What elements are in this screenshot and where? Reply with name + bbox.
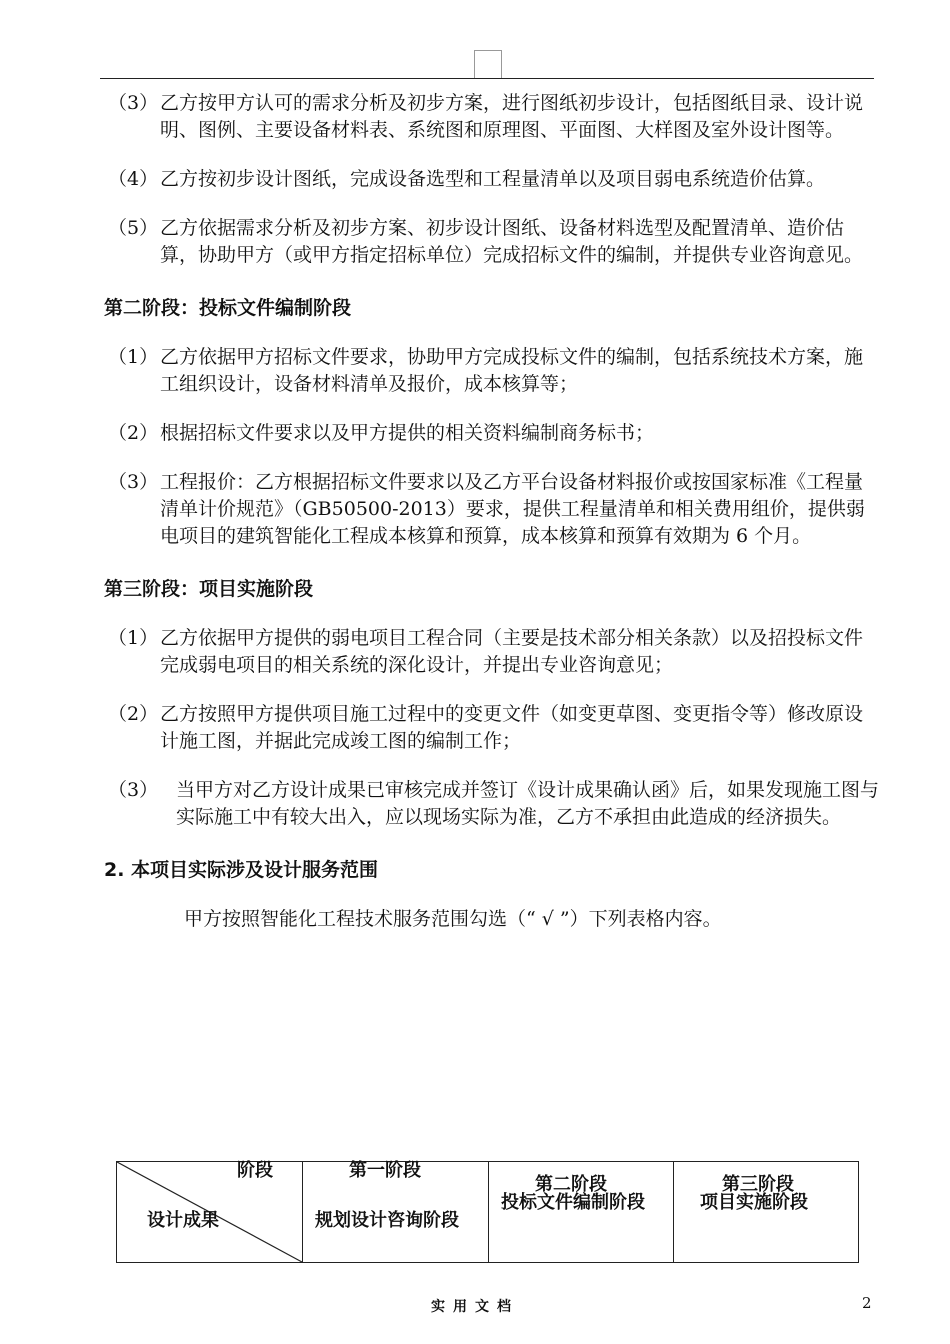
item-text: 乙方依据甲方提供的弱电项目工程合同（主要是技术部分相关条款）以及招投标文件完成弱电项目的相关系统的深化设计，并提出专业咨询意见； xyxy=(160,627,864,676)
table-header-phase1 xyxy=(303,1162,489,1263)
item-text: 乙方依据甲方招标文件要求，协助甲方完成投标文件的编制，包括系统技术方案，施工组织设计，设备材料清单及报价，成本核算等； xyxy=(160,346,864,395)
list-item xyxy=(104,777,880,831)
list-item xyxy=(104,625,880,679)
item-text: 工程报价：乙方根据招标文件要求以及乙方平台设备材料报价或按国家标准《工程量清单计价规范》（GB50500-2013）要求，提供工程量清单和相关费用组价，提供弱电项目的建筑智能化工程成本核算和预算，成本核算和预算有效期为 6 个月。 xyxy=(160,471,865,547)
table-header-phase2 xyxy=(489,1162,674,1263)
header-bookmark-box xyxy=(474,50,502,79)
list-item xyxy=(104,215,880,269)
item-number: （3） xyxy=(108,471,159,493)
scope-intro: 甲方按照智能化工程技术服务范围勾选（“ √ ”）下列表格内容。 xyxy=(184,908,722,930)
phase1-label: 第一阶段 xyxy=(349,1160,421,1181)
page-content xyxy=(104,90,880,933)
header-rule xyxy=(100,78,874,79)
list-item xyxy=(104,166,880,193)
corner-label-deliverables: 设计成果 xyxy=(147,1210,219,1231)
footer-label: 实用文档 xyxy=(431,1299,519,1315)
list-item xyxy=(104,90,880,144)
item-text: 乙方按初步设计图纸，完成设备选型和工程量清单以及项目弱电系统造价估算。 xyxy=(160,168,826,190)
section-heading-phase3: 第三阶段：项目实施阶段 xyxy=(104,578,314,600)
phase1-name: 规划设计咨询阶段 xyxy=(315,1210,459,1231)
list-item xyxy=(104,469,880,550)
list-item xyxy=(104,701,880,755)
list-item xyxy=(104,420,880,447)
item-number: （2） xyxy=(108,703,159,725)
item-text: 乙方依据需求分析及初步方案、初步设计图纸、设备材料选型及配置清单、造价估算，协助甲方（或甲方指定招标单位）完成招标文件的编制，并提供专业咨询意见。 xyxy=(160,217,864,266)
item-text: 当甲方对乙方设计成果已审核完成并签订《设计成果确认函》后，如果发现施工图与实际施工中有较大出入，应以现场实际为准，乙方不承担由此造成的经济损失。 xyxy=(176,779,880,828)
corner-label-phase: 阶段 xyxy=(237,1160,273,1181)
item-text: 根据招标文件要求以及甲方提供的相关资料编制商务标书； xyxy=(160,422,655,444)
section-heading-scope: 2. 本项目实际涉及设计服务范围 xyxy=(104,859,379,881)
phase3-label: 第三阶段 xyxy=(722,1174,794,1195)
page-number: 2 xyxy=(862,1294,872,1312)
item-number: （1） xyxy=(108,346,159,368)
table-corner-cell xyxy=(117,1162,303,1263)
item-number: （3） xyxy=(108,779,159,801)
item-number: （2） xyxy=(108,422,159,444)
phase2-label: 第二阶段 xyxy=(535,1174,607,1195)
section-heading-phase2: 第二阶段：投标文件编制阶段 xyxy=(104,297,352,319)
item-text: 乙方按甲方认可的需求分析及初步方案，进行图纸初步设计，包括图纸目录、设计说明、图例、主要设备材料表、系统图和原理图、平面图、大样图及室外设计图等。 xyxy=(160,92,864,141)
item-text: 乙方按照甲方提供项目施工过程中的变更文件（如变更草图、变更指令等）修改原设计施工图，并据此完成竣工图的编制工作； xyxy=(160,703,864,752)
item-number: （1） xyxy=(108,627,159,649)
phase3-name: 项目实施阶段 xyxy=(700,1192,808,1213)
scope-table xyxy=(116,1161,859,1263)
item-number: （5） xyxy=(108,217,159,239)
item-number: （4） xyxy=(108,168,159,190)
list-item xyxy=(104,344,880,398)
phase2-name: 投标文件编制阶段 xyxy=(501,1192,645,1213)
table-header-phase3 xyxy=(674,1162,859,1263)
item-number: （3） xyxy=(108,92,159,114)
